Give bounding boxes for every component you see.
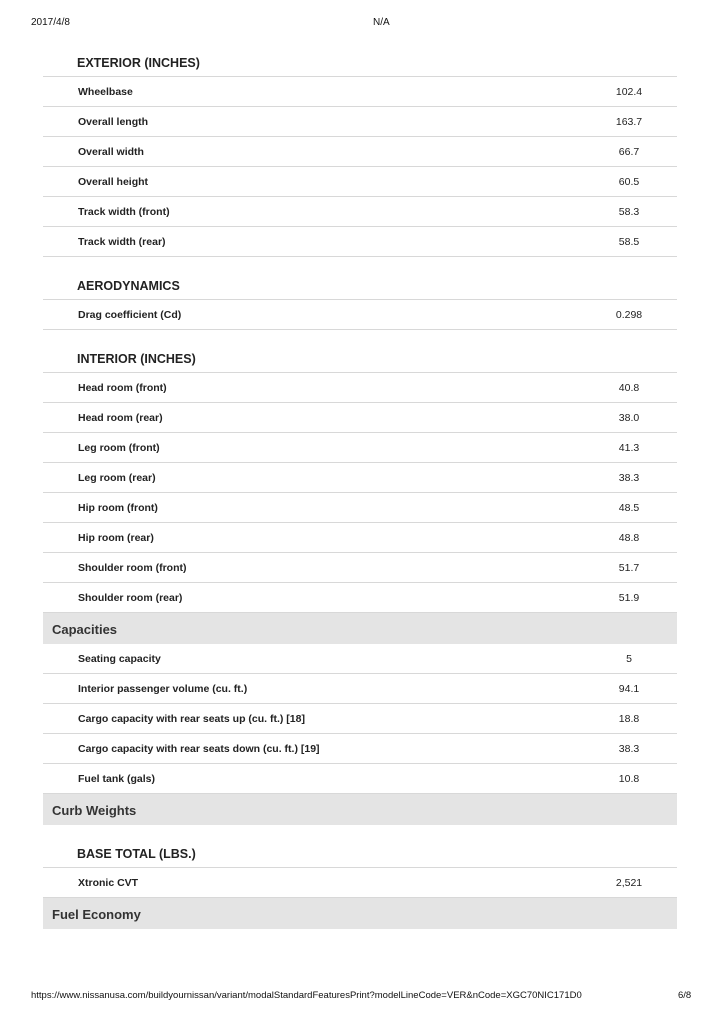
- spec-label: Leg room (front): [78, 441, 160, 454]
- capacities-rows: [43, 644, 677, 794]
- spec-label: Cargo capacity with rear seats down (cu. ft.) [19]: [78, 742, 320, 755]
- section-spacer: [43, 330, 677, 342]
- spec-row: [43, 403, 677, 433]
- spec-value: 18.8: [618, 712, 640, 725]
- spec-row: [43, 167, 677, 197]
- spec-value: 51.7: [618, 561, 640, 574]
- spec-row: [43, 553, 677, 583]
- footer-page-number: 6/8: [678, 990, 692, 1001]
- spec-value: 40.8: [618, 381, 640, 394]
- spec-value: 2,521: [615, 876, 643, 889]
- spec-row: [43, 77, 677, 107]
- exterior-rows: [43, 77, 677, 257]
- spec-value: 38.3: [618, 742, 640, 755]
- spec-value: 51.9: [618, 591, 640, 604]
- spec-value: 48.8: [618, 531, 640, 544]
- spec-value: 38.0: [618, 411, 640, 424]
- spec-label: Xtronic CVT: [78, 876, 139, 889]
- spec-row: [43, 197, 677, 227]
- spec-label: Interior passenger volume (cu. ft.): [78, 682, 248, 695]
- aerodynamics-rows: [43, 300, 677, 330]
- spec-row: [43, 107, 677, 137]
- spec-row: [43, 373, 677, 403]
- spec-value: 0.298: [615, 308, 643, 321]
- print-date: 2017/4/8: [31, 17, 70, 28]
- spec-row: [43, 300, 677, 330]
- spec-label: Hip room (front): [78, 501, 158, 514]
- spec-label: Leg room (rear): [78, 471, 156, 484]
- fuel-economy-section-header: Fuel Economy: [43, 898, 677, 929]
- aerodynamics-group-title: AERODYNAMICS: [43, 269, 677, 300]
- spec-label: Overall width: [78, 145, 144, 158]
- spec-value: 38.3: [618, 471, 640, 484]
- spec-label: Wheelbase: [78, 85, 133, 98]
- spec-value: 94.1: [618, 682, 640, 695]
- curb-weights-rows: [43, 868, 677, 898]
- interior-group-title: INTERIOR (INCHES): [43, 342, 677, 373]
- spec-label: Drag coefficient (Cd): [78, 308, 182, 321]
- spec-row: [43, 704, 677, 734]
- footer-url: https://www.nissanusa.com/buildyournissan/variant/modalStandardFeaturesPrint?modelLineCode=VER&nCode=XGC70NIC171D0: [31, 990, 582, 1001]
- spec-value: 58.5: [618, 235, 640, 248]
- spec-label: Cargo capacity with rear seats up (cu. ft.) [18]: [78, 712, 305, 725]
- spec-label: Overall height: [78, 175, 149, 188]
- section-spacer: [43, 257, 677, 269]
- spec-label: Overall length: [78, 115, 149, 128]
- spec-value: 48.5: [618, 501, 640, 514]
- spec-value: 102.4: [615, 85, 643, 98]
- capacities-section-header: Capacities: [43, 613, 677, 644]
- spec-row: [43, 868, 677, 898]
- spec-label: Track width (rear): [78, 235, 166, 248]
- spec-value: 60.5: [618, 175, 640, 188]
- spec-row: [43, 137, 677, 167]
- spec-label: Head room (front): [78, 381, 167, 394]
- spec-value: 41.3: [618, 441, 640, 454]
- spec-label: Track width (front): [78, 205, 170, 218]
- spec-value: 10.8: [618, 772, 640, 785]
- spec-value: 163.7: [615, 115, 643, 128]
- spec-row: [43, 463, 677, 493]
- spec-row: [43, 433, 677, 463]
- base-total-group-title: BASE TOTAL (LBS.): [43, 837, 677, 868]
- spec-value: 58.3: [618, 205, 640, 218]
- spec-row: [43, 734, 677, 764]
- spec-label: Head room (rear): [78, 411, 163, 424]
- spec-value: 66.7: [618, 145, 640, 158]
- spec-row: [43, 644, 677, 674]
- spec-row: [43, 523, 677, 553]
- exterior-group-title: EXTERIOR (INCHES): [43, 46, 677, 77]
- spec-row: [43, 764, 677, 794]
- spec-label: Hip room (rear): [78, 531, 154, 544]
- spec-row: [43, 227, 677, 257]
- spec-row: [43, 493, 677, 523]
- curb-weights-section-header: Curb Weights: [43, 794, 677, 825]
- spec-value: 5: [626, 652, 632, 665]
- spec-label: Shoulder room (front): [78, 561, 187, 574]
- section-spacer: [43, 825, 677, 837]
- spec-label: Fuel tank (gals): [78, 772, 156, 785]
- spec-label: Shoulder room (rear): [78, 591, 183, 604]
- print-page-title: N/A: [373, 17, 390, 28]
- spec-row: [43, 674, 677, 704]
- spec-label: Seating capacity: [78, 652, 161, 665]
- spec-row: [43, 583, 677, 613]
- interior-rows: [43, 373, 677, 613]
- specs-content: [43, 46, 677, 929]
